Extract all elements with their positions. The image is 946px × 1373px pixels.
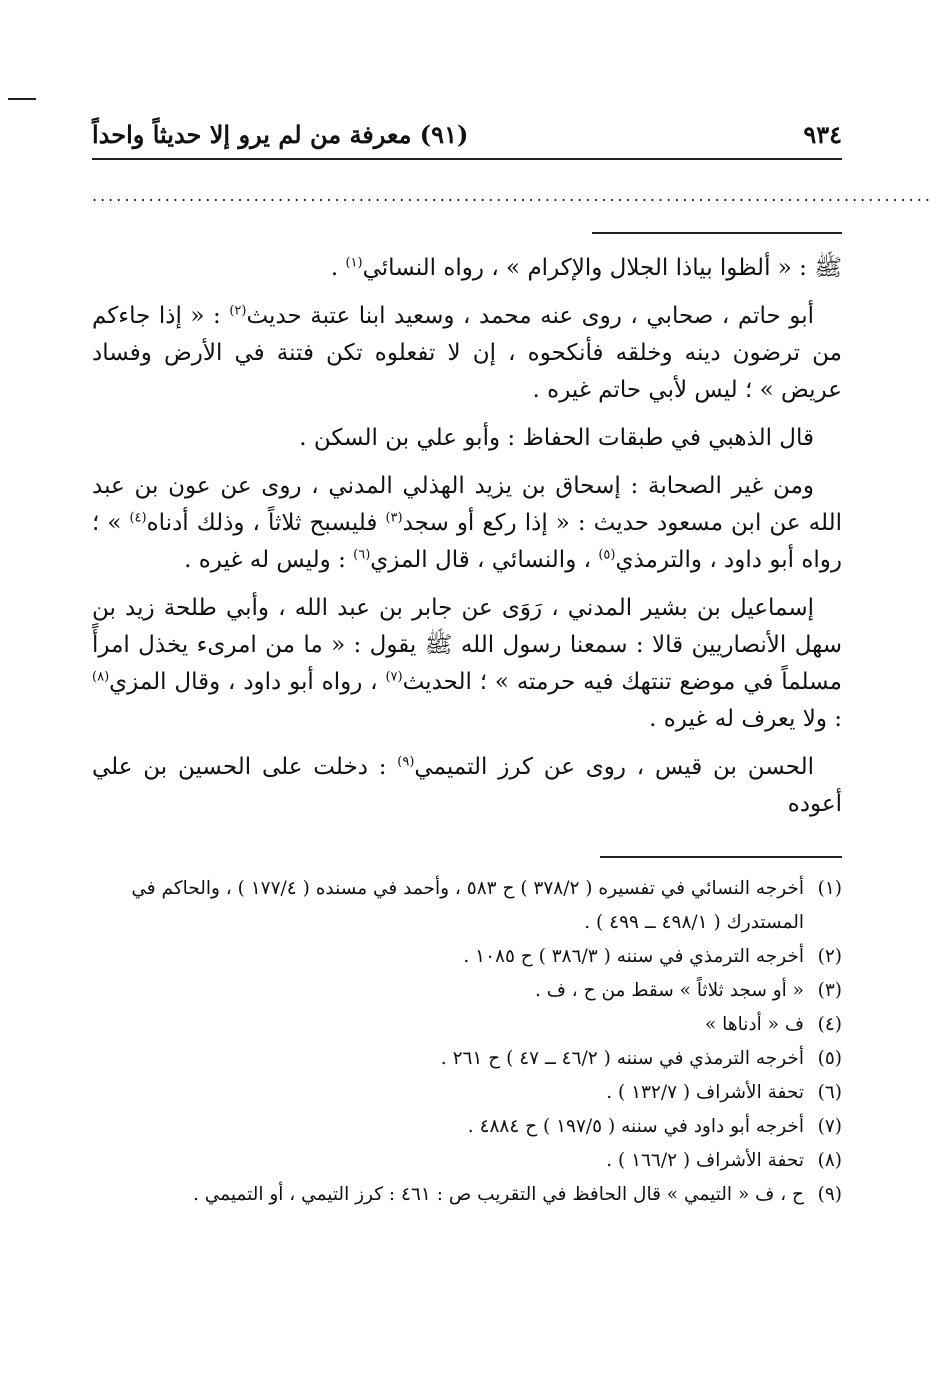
running-header [92, 112, 842, 152]
paragraph [92, 590, 842, 738]
footnote-ref: (١) [345, 255, 363, 271]
text-run: ، رواه أبو داود ، وقال المزي [109, 669, 386, 695]
footnote-text: أخرجه النسائي في تفسيره ( ٣٧٨/٢ ) ح ٥٨٣ ، وأحمد في مسنده ( ١٧٧/٤ ) ، والحاكم في المستدرك ( ٤٩٨/١ ــ ٤٩٩ ) . [131, 878, 804, 933]
footnotes [92, 872, 842, 1212]
dotted-separator: ........................................................................................................ [92, 186, 933, 205]
paragraph [92, 420, 842, 457]
text-run: » ؛ رواه أبو داود ، والترمذي [92, 510, 842, 573]
footnote-number: (٧) [817, 1116, 842, 1137]
footnote [92, 872, 842, 940]
footnote-number: (٨) [817, 1150, 842, 1171]
text-run: : « إذا جاءكم من ترضون دينه وخلقه فأنكحوه ، إن لا تفعلوه تكن فتنة في الأرض وفساد عريض » ؛ ليس لأبي حاتم غيره . [92, 303, 842, 403]
footnote-ref: (٧) [385, 669, 403, 685]
footnote-ref: (٥) [598, 547, 616, 563]
footnote-text: تحفة الأشراف ( ١٣٢/٧ ) . [606, 1082, 804, 1103]
footnote-text: ح ، ف « التيمي » قال الحافظ في التقريب ص : ٤٦١ : كرز التيمي ، أو التميمي . [192, 1184, 804, 1205]
footnote-number: (٣) [817, 980, 842, 1001]
footnote [92, 940, 842, 974]
text-run: أبو حاتم ، صحابي ، روى عنه محمد ، وسعيد ابنا عتبة حديث [246, 303, 814, 329]
footnote-number: (٤) [817, 1014, 842, 1035]
main-text [92, 250, 842, 834]
footnote-number: (٦) [817, 1082, 842, 1103]
footnote-number: (٩) [817, 1184, 842, 1205]
footnote-number: (٥) [817, 1048, 842, 1069]
text-run: ﷺ : « ألظوا بياذا الجلال والإكرام » ، رواه النسائي [362, 255, 842, 281]
footnote-ref: (٩) [397, 754, 415, 770]
footnote-ref: (٦) [353, 547, 371, 563]
text-run: ، والنسائي ، قال المزي [370, 547, 599, 573]
paragraph [92, 298, 842, 409]
paragraph [92, 749, 842, 823]
text-run: قال الذهبي في طبقات الحفاظ : وأبو علي بن السكن . [299, 425, 814, 451]
footnote-text: « أو سجد ثلاثاً » سقط من ح ، ف . [534, 980, 804, 1001]
text-run: . [330, 255, 346, 281]
header-rule [92, 158, 842, 160]
footnote-ref: (٤) [129, 510, 147, 526]
paragraph [92, 468, 842, 579]
chapter-title: (٩١) معرفة من لم يرو إلا حديثاً واحداً [92, 120, 469, 149]
text-run: إسماعيل بن بشير المدني ، رَوَى عن جابر بن عبد الله ، وأبي طلحة زيد بن سهل الأنصاريين قالا : سمعنا رسول الله ﷺ يقول : « ما من امرىء يخذل امرأً مسلماً في موضع تنتهك فيه حرمته » ؛ الحديث [92, 595, 842, 695]
text-run: الحسن بن قيس ، روى عن كرز التميمي [414, 754, 814, 780]
footnote-rule [600, 856, 842, 858]
footnote-number: (١) [817, 878, 842, 899]
page-number: ٩٣٤ [803, 120, 842, 149]
footnote [92, 1110, 842, 1144]
paragraph [92, 250, 842, 287]
margin-mark [8, 98, 36, 100]
text-run: : وليس له غيره . [184, 547, 354, 573]
text-run: : دخلت على الحسين بن علي أعوده [92, 754, 842, 817]
footnote-ref: (٨) [92, 669, 110, 685]
section-rule [592, 232, 842, 234]
text-run: فليسبح ثلاثاً ، وذلك أدناه [146, 510, 386, 536]
footnote-text: تحفة الأشراف ( ١٦٦/٢ ) . [606, 1150, 804, 1171]
footnote [92, 1008, 842, 1042]
footnote-text: أخرجه الترمذي في سننه ( ٤٦/٢ ــ ٤٧ ) ح ٢٦١ . [440, 1048, 804, 1069]
text-run: : ولا يعرف له غيره . [649, 706, 842, 732]
footnote [92, 974, 842, 1008]
footnote [92, 1076, 842, 1110]
footnote-text: ف « أدناها » [704, 1014, 804, 1035]
footnote [92, 1042, 842, 1076]
footnote-text: أخرجه أبو داود في سننه ( ١٩٧/٥ ) ح ٤٨٨٤ . [467, 1116, 804, 1137]
text-run: ومن غير الصحابة : إسحاق بن يزيد الهذلي المدني ، روى عن عون بن عبد الله عن ابن مسعود حديث : « إذا ركع أو سجد [92, 473, 843, 536]
footnote-number: (٢) [817, 946, 842, 967]
footnote [92, 1144, 842, 1178]
footnote [92, 1178, 842, 1212]
footnote-ref: (٣) [385, 510, 403, 526]
footnote-ref: (٢) [229, 303, 247, 319]
footnote-text: أخرجه الترمذي في سننه ( ٣٨٦/٣ ) ح ١٠٨٥ . [463, 946, 804, 967]
